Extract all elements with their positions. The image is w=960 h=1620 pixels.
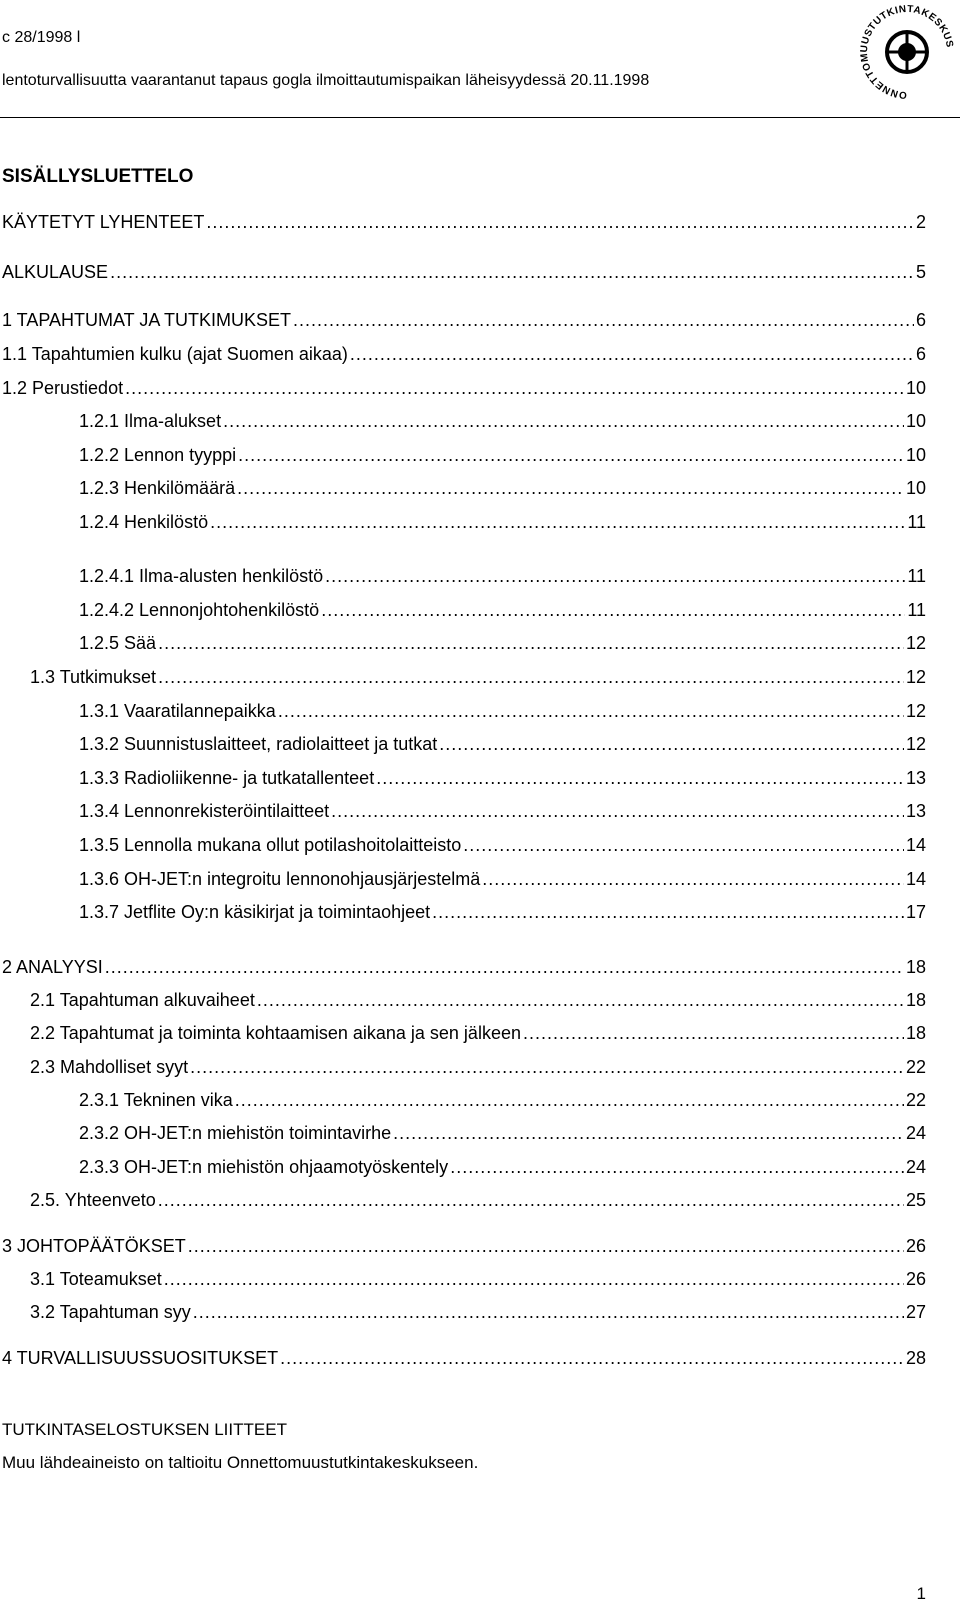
toc-entry-page: 14: [905, 869, 926, 889]
toc-leader-dots: [450, 1155, 904, 1179]
toc-leader-dots: [432, 900, 904, 924]
toc-entry-page: 26: [905, 1236, 926, 1256]
document-subtitle: lentoturvallisuutta vaarantanut tapaus gogla ilmoittautumispaikan läheisyydessä 20.11.1998: [2, 72, 650, 89]
toc-entry[interactable]: [79, 766, 926, 790]
toc-entry-page: 18: [905, 1023, 926, 1043]
toc-leader-dots: [257, 988, 904, 1012]
toc-leader-dots: [158, 1188, 904, 1212]
toc-leader-dots: [190, 1055, 904, 1079]
toc-leader-dots: [376, 766, 904, 790]
toc-entry[interactable]: [79, 598, 926, 622]
toc-leader-dots: [223, 409, 904, 433]
toc-entry-page: 2: [915, 212, 926, 232]
toc-entry[interactable]: [79, 476, 926, 500]
toc-entry-label: 1 TAPAHTUMAT JA TUTKIMUKSET: [2, 310, 292, 330]
toc-entry-page: 11: [907, 600, 926, 620]
toc-entry-label: 1.2.2 Lennon tyyppi: [79, 445, 237, 465]
toc-entry-page: 18: [905, 990, 926, 1010]
toc-leader-dots: [463, 833, 904, 857]
toc-entry-label: 1.2.4 Henkilöstö: [79, 512, 209, 532]
appendix-text: Muu lähdeaineisto on taltioitu Onnettomuustutkintakeskukseen.: [2, 1453, 479, 1472]
toc-entry-label: 1.3.7 Jetflite Oy:n käsikirjat ja toimintaohjeet: [79, 902, 431, 922]
toc-leader-dots: [439, 732, 904, 756]
toc-entry-label: 2.3.3 OH-JET:n miehistön ohjaamotyöskentely: [79, 1157, 449, 1177]
toc-entry-label: 1.3.5 Lennolla mukana ollut potilashoitolaitteisto: [79, 835, 462, 855]
toc-leader-dots: [280, 1346, 904, 1370]
toc-entry-page: 10: [905, 445, 926, 465]
toc-leader-dots: [164, 1267, 904, 1291]
toc-entry-page: 11: [907, 512, 926, 532]
toc-entry-page: 12: [905, 667, 926, 687]
toc-entry[interactable]: [79, 564, 926, 588]
toc-entry-page: 17: [905, 902, 926, 922]
toc-entry-page: 13: [905, 768, 926, 788]
toc-leader-dots: [350, 342, 914, 366]
toc-entry[interactable]: [79, 1155, 926, 1179]
toc-entry[interactable]: [2, 1346, 926, 1370]
toc-leader-dots: [158, 631, 904, 655]
toc-entry[interactable]: [79, 867, 926, 891]
toc-entry-label: 4 TURVALLISUUSSUOSITUKSET: [2, 1348, 279, 1368]
toc-leader-dots: [331, 799, 904, 823]
toc-entry-page: 12: [905, 633, 926, 653]
toc-entry[interactable]: [30, 988, 926, 1012]
toc-entry[interactable]: [30, 665, 926, 689]
toc-entry[interactable]: [79, 732, 926, 756]
toc-entry-page: 10: [905, 478, 926, 498]
toc-leader-dots: [110, 260, 914, 284]
toc-entry-page: 6: [915, 310, 926, 330]
toc-entry[interactable]: [30, 1188, 926, 1212]
toc-entry-page: 10: [905, 411, 926, 431]
toc-entry-label: 1.3.2 Suunnistuslaitteet, radiolaitteet ja tutkat: [79, 734, 438, 754]
toc-entry-label: 1.3 Tutkimukset: [30, 667, 157, 687]
toc-entry-label: 2.5. Yhteenveto: [30, 1190, 156, 1210]
toc-entry-page: 11: [907, 566, 926, 586]
toc-entry-page: 12: [905, 701, 926, 721]
toc-leader-dots: [238, 443, 904, 467]
toc-leader-dots: [278, 699, 904, 723]
toc-entry[interactable]: [30, 1055, 926, 1079]
toc-leader-dots: [206, 210, 914, 234]
toc-leader-dots: [193, 1300, 904, 1324]
toc-entry-label: 3 JOHTOPÄÄTÖKSET: [2, 1236, 186, 1256]
toc-entry[interactable]: [79, 799, 926, 823]
toc-entry-label: 1.3.1 Vaaratilannepaikka: [79, 701, 276, 721]
toc-entry-page: 18: [905, 957, 926, 977]
toc-entry-label: 2.3.1 Tekninen vika: [79, 1090, 233, 1110]
svg-text:ONNETTOMUUSTUTKINTAKESKUS: ONNETTOMUUSTUTKINTAKESKUS: [858, 3, 955, 101]
toc-entry-label: 2 ANALYYSI: [2, 957, 103, 977]
toc-entry-page: 22: [905, 1090, 926, 1110]
toc-entry[interactable]: [2, 955, 926, 979]
toc-entry[interactable]: [30, 1300, 926, 1324]
toc-leader-dots: [125, 376, 904, 400]
toc-leader-dots: [188, 1234, 904, 1258]
toc-entry[interactable]: [79, 833, 926, 857]
toc-entry-page: 25: [905, 1190, 926, 1210]
toc-leader-dots: [393, 1121, 904, 1145]
toc-entry[interactable]: [2, 210, 926, 234]
toc-entry-label: 2.3 Mahdolliset syyt: [30, 1057, 189, 1077]
appendix-title: TUTKINTASELOSTUKSEN LIITTEET: [2, 1420, 287, 1439]
toc-entry-label: 1.2.4.1 Ilma-alusten henkilöstö: [79, 566, 324, 586]
toc-leader-dots: [321, 598, 905, 622]
toc-entry-label: 1.2.4.2 Lennonjohtohenkilöstö: [79, 600, 320, 620]
toc-entry[interactable]: [2, 308, 926, 332]
toc-entry-page: 24: [905, 1123, 926, 1143]
toc-entry-label: 1.2.1 Ilma-alukset: [79, 411, 222, 431]
toc-leader-dots: [158, 665, 904, 689]
toc-entry-label: 1.1 Tapahtumien kulku (ajat Suomen aikaa): [2, 344, 348, 364]
toc-entry-page: 10: [905, 378, 926, 398]
toc-entry[interactable]: [2, 342, 926, 366]
toc-leader-dots: [210, 510, 905, 534]
toc-entry-label: 1.3.6 OH-JET:n integroitu lennonohjausjärjestelmä: [79, 869, 481, 889]
toc-entry-label: 1.2.3 Henkilömäärä: [79, 478, 236, 498]
toc-entry-label: 1.2 Perustiedot: [2, 378, 124, 398]
toc-entry[interactable]: [79, 1121, 926, 1145]
header-divider: [0, 117, 960, 118]
onnettomuustutkintakeskus-logo-icon: [855, 0, 960, 105]
toc-entry-label: 1.3.4 Lennonrekisteröintilaitteet: [79, 801, 330, 821]
toc-entry-page: 6: [915, 344, 926, 364]
toc-leader-dots: [523, 1021, 904, 1045]
toc-entry[interactable]: [79, 900, 926, 924]
toc-entry-page: 13: [905, 801, 926, 821]
toc-entry-label: 2.1 Tapahtuman alkuvaiheet: [30, 990, 255, 1010]
toc-entry[interactable]: [2, 1234, 926, 1258]
toc-entry[interactable]: [2, 260, 926, 284]
toc-entry-page: 14: [905, 835, 926, 855]
toc-entry-label: 1.2.5 Sää: [79, 633, 157, 653]
toc-entry-page: 24: [905, 1157, 926, 1177]
toc-entry-page: 5: [915, 262, 926, 282]
toc-entry[interactable]: [2, 376, 926, 400]
toc-entry[interactable]: [30, 1021, 926, 1045]
toc-entry-label: 1.3.3 Radioliikenne- ja tutkatallenteet: [79, 768, 375, 788]
toc-entry[interactable]: [79, 443, 926, 467]
toc-entry-label: ALKULAUSE: [2, 262, 109, 282]
toc-leader-dots: [235, 1088, 904, 1112]
toc-entry-page: 27: [905, 1302, 926, 1322]
toc-entry-page: 28: [905, 1348, 926, 1368]
toc-leader-dots: [105, 955, 904, 979]
toc-entry-page: 26: [905, 1269, 926, 1289]
toc-leader-dots: [293, 308, 914, 332]
toc-entry-label: 2.2 Tapahtumat ja toiminta kohtaamisen aikana ja sen jälkeen: [30, 1023, 521, 1043]
toc-leader-dots: [482, 867, 904, 891]
toc-leader-dots: [237, 476, 904, 500]
page-number: 1: [916, 1584, 926, 1603]
document-id: c 28/1998 l: [2, 29, 81, 46]
toc-entry-label: 2.3.2 OH-JET:n miehistön toimintavirhe: [79, 1123, 392, 1143]
toc-entry[interactable]: [30, 1267, 926, 1291]
toc-leader-dots: [325, 564, 905, 588]
toc-entry-label: KÄYTETYT LYHENTEET: [2, 212, 205, 232]
toc-entry-page: 22: [905, 1057, 926, 1077]
toc-title: SISÄLLYSLUETTELO: [2, 166, 194, 187]
toc-entry-label: 3.1 Toteamukset: [30, 1269, 162, 1289]
toc-entry[interactable]: [79, 631, 926, 655]
toc-entry-page: 12: [905, 734, 926, 754]
toc-entry-label: 3.2 Tapahtuman syy: [30, 1302, 191, 1322]
toc-entry[interactable]: [79, 409, 926, 433]
toc-entry[interactable]: [79, 1088, 926, 1112]
toc-entry[interactable]: [79, 510, 926, 534]
toc-entry[interactable]: [79, 699, 926, 723]
